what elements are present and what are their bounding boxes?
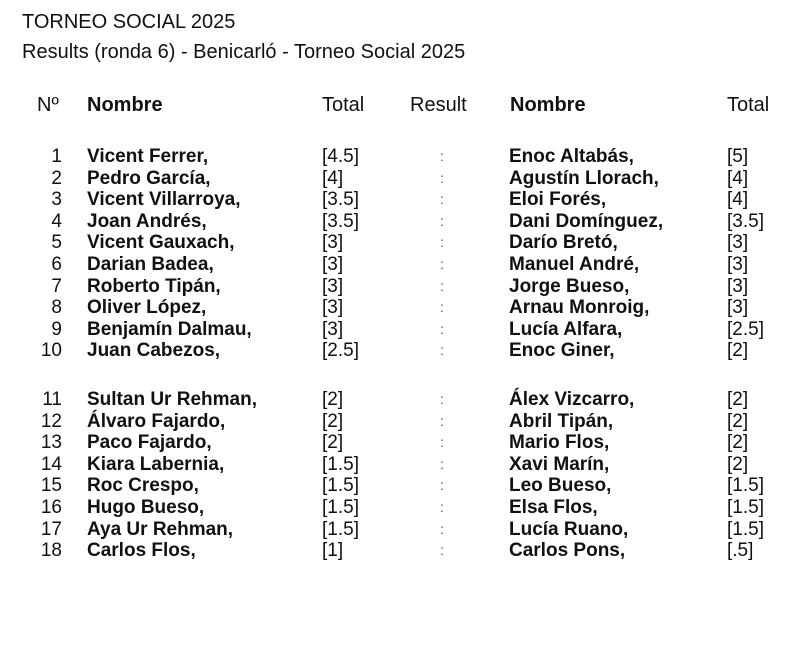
result-separator: : bbox=[440, 342, 444, 359]
pairing-number: 11 bbox=[42, 388, 62, 410]
white-player-name: Aya Ur Rehman, bbox=[87, 518, 234, 540]
pairing-number: 6 bbox=[51, 253, 62, 275]
header-black-total: Total bbox=[727, 94, 770, 116]
black-player-name: Lucía Alfara, bbox=[509, 318, 623, 340]
pairing-row bbox=[0, 319, 800, 341]
black-player-total: [.5] bbox=[727, 540, 754, 562]
black-player-total: [2] bbox=[727, 453, 749, 475]
black-player-total: [2] bbox=[727, 340, 749, 362]
black-player-total: [3] bbox=[727, 275, 749, 297]
result-separator: : bbox=[440, 169, 444, 186]
black-player-total: [1.5] bbox=[727, 475, 764, 497]
black-player-name: Enoc Altabás, bbox=[509, 146, 634, 167]
black-player-name: Elsa Flos, bbox=[509, 496, 598, 518]
black-player-name: Carlos Pons, bbox=[509, 540, 626, 562]
white-player-name: Kiara Labernia, bbox=[87, 453, 225, 475]
black-player-name: Mario Flos, bbox=[509, 432, 610, 454]
pairing-number: 12 bbox=[40, 410, 62, 432]
pairing-row bbox=[0, 432, 800, 454]
black-player-name: Manuel André, bbox=[509, 253, 640, 275]
black-player-name: Jorge Bueso, bbox=[509, 275, 630, 297]
black-player-name: Darío Bretó, bbox=[509, 232, 618, 254]
pairing-row bbox=[0, 146, 800, 168]
white-player-name: Roberto Tipán, bbox=[87, 275, 221, 297]
pairing-row bbox=[0, 276, 800, 298]
black-player-name: Eloi Forés, bbox=[509, 189, 607, 211]
result-separator: : bbox=[440, 255, 444, 272]
pairing-row bbox=[0, 540, 800, 562]
black-player-name: Dani Domínguez, bbox=[509, 210, 664, 232]
result-separator: : bbox=[440, 455, 444, 472]
pairing-row bbox=[0, 340, 800, 362]
header-number: Nº bbox=[37, 94, 59, 116]
pairing-row bbox=[0, 232, 800, 254]
black-player-total: [3.5] bbox=[727, 210, 764, 232]
pairing-number: 16 bbox=[40, 496, 62, 518]
pairing-row bbox=[0, 519, 800, 541]
result-separator: : bbox=[440, 320, 444, 337]
black-player-name: Lucía Ruano, bbox=[509, 518, 629, 540]
pairing-number: 17 bbox=[40, 518, 62, 540]
pairings-table bbox=[0, 146, 800, 562]
pairing-row bbox=[0, 411, 800, 433]
white-player-total: [4] bbox=[322, 167, 344, 189]
white-player-name: Pedro García, bbox=[87, 167, 211, 189]
header-white-total: Total bbox=[322, 94, 365, 116]
pairing-row bbox=[0, 454, 800, 476]
pairing-row bbox=[0, 211, 800, 233]
white-player-total: [3.5] bbox=[322, 210, 359, 232]
black-player-total: [3] bbox=[727, 297, 749, 319]
pairing-number: 9 bbox=[51, 318, 62, 340]
white-player-total: [3] bbox=[322, 253, 344, 275]
black-player-total: [4] bbox=[727, 189, 749, 211]
white-player-name: Vicent Ferrer, bbox=[87, 146, 209, 167]
black-player-name: Xavi Marín, bbox=[509, 453, 610, 475]
white-player-total: [3.5] bbox=[322, 189, 359, 211]
black-player-name: Leo Bueso, bbox=[509, 475, 612, 497]
white-player-name: Oliver López, bbox=[87, 297, 207, 319]
white-player-total: [1] bbox=[322, 540, 344, 562]
white-player-name: Hugo Bueso, bbox=[87, 496, 205, 518]
white-player-total: [1.5] bbox=[322, 518, 359, 540]
white-player-total: [2] bbox=[322, 432, 344, 454]
header-black-name: Nombre bbox=[510, 94, 586, 116]
pairing-number: 8 bbox=[51, 297, 62, 319]
black-player-total: [3] bbox=[727, 253, 749, 275]
white-player-name: Joan Andrés, bbox=[87, 210, 207, 232]
white-player-name: Sultan Ur Rehman, bbox=[87, 388, 257, 410]
white-player-name: Vicent Gauxach, bbox=[87, 232, 235, 254]
white-player-total: [1.5] bbox=[322, 496, 359, 518]
result-separator: : bbox=[440, 434, 444, 451]
white-player-name: Carlos Flos, bbox=[87, 540, 196, 562]
black-player-name: Enoc Giner, bbox=[509, 340, 615, 362]
white-player-total: [2] bbox=[322, 388, 344, 410]
result-separator: : bbox=[440, 520, 444, 537]
pairing-number: 3 bbox=[51, 189, 62, 211]
document-subtitle: Results (ronda 6) - Benicarló - Torneo Social 2025 bbox=[22, 41, 466, 63]
white-player-total: [4.5] bbox=[322, 146, 359, 167]
pairing-number: 13 bbox=[40, 432, 62, 454]
pairing-number: 1 bbox=[51, 146, 62, 167]
result-separator: : bbox=[440, 390, 444, 407]
result-separator: : bbox=[440, 299, 444, 316]
white-player-name: Benjamín Dalmau, bbox=[87, 318, 252, 340]
white-player-total: [3] bbox=[322, 232, 344, 254]
black-player-name: Álex Vizcarro, bbox=[509, 388, 635, 410]
pairing-row bbox=[0, 475, 800, 497]
pairing-number: 2 bbox=[51, 167, 62, 189]
white-player-name: Roc Crespo, bbox=[87, 475, 199, 497]
pairing-row bbox=[0, 497, 800, 519]
pairing-row bbox=[0, 168, 800, 190]
pairing-row bbox=[0, 297, 800, 319]
pairing-number: 5 bbox=[51, 232, 62, 254]
result-separator: : bbox=[440, 148, 444, 164]
document-title: TORNEO SOCIAL 2025 bbox=[22, 11, 236, 33]
black-player-total: [2.5] bbox=[727, 318, 764, 340]
black-player-total: [2] bbox=[727, 432, 749, 454]
result-separator: : bbox=[440, 191, 444, 208]
black-player-name: Abril Tipán, bbox=[509, 410, 614, 432]
header-white-name: Nombre bbox=[87, 94, 163, 116]
result-separator: : bbox=[440, 212, 444, 229]
black-player-total: [4] bbox=[727, 167, 749, 189]
result-separator: : bbox=[440, 542, 444, 559]
white-player-name: Álvaro Fajardo, bbox=[87, 410, 226, 432]
white-player-total: [1.5] bbox=[322, 453, 359, 475]
white-player-total: [2.5] bbox=[322, 340, 359, 362]
white-player-name: Juan Cabezos, bbox=[87, 340, 221, 362]
result-separator: : bbox=[440, 498, 444, 515]
pairing-number: 15 bbox=[40, 475, 62, 497]
white-player-total: [3] bbox=[322, 275, 344, 297]
result-separator: : bbox=[440, 234, 444, 251]
header-result: Result bbox=[410, 94, 467, 116]
pairing-row bbox=[0, 189, 800, 211]
black-player-total: [3] bbox=[727, 232, 749, 254]
white-player-name: Paco Fajardo, bbox=[87, 432, 212, 454]
black-player-total: [2] bbox=[727, 388, 749, 410]
pairing-row bbox=[0, 389, 800, 411]
result-separator: : bbox=[440, 477, 444, 494]
white-player-name: Vicent Villarroya, bbox=[87, 189, 241, 211]
white-player-total: [3] bbox=[322, 297, 344, 319]
white-player-name: Darian Badea, bbox=[87, 253, 214, 275]
white-player-total: [1.5] bbox=[322, 475, 359, 497]
pairing-number: 7 bbox=[51, 275, 62, 297]
black-player-total: [1.5] bbox=[727, 496, 764, 518]
pairing-number: 4 bbox=[51, 210, 62, 232]
pairing-row bbox=[0, 254, 800, 276]
black-player-total: [1.5] bbox=[727, 518, 764, 540]
white-player-total: [3] bbox=[322, 318, 344, 340]
black-player-name: Arnau Monroig, bbox=[509, 297, 650, 319]
pairing-number: 14 bbox=[40, 453, 62, 475]
black-player-name: Agustín Llorach, bbox=[509, 167, 659, 189]
white-player-total: [2] bbox=[322, 410, 344, 432]
pairing-number: 18 bbox=[40, 540, 62, 562]
result-separator: : bbox=[440, 412, 444, 429]
pairing-number: 10 bbox=[40, 340, 62, 362]
black-player-total: [2] bbox=[727, 410, 749, 432]
result-separator: : bbox=[440, 277, 444, 294]
black-player-total: [5] bbox=[727, 146, 749, 167]
